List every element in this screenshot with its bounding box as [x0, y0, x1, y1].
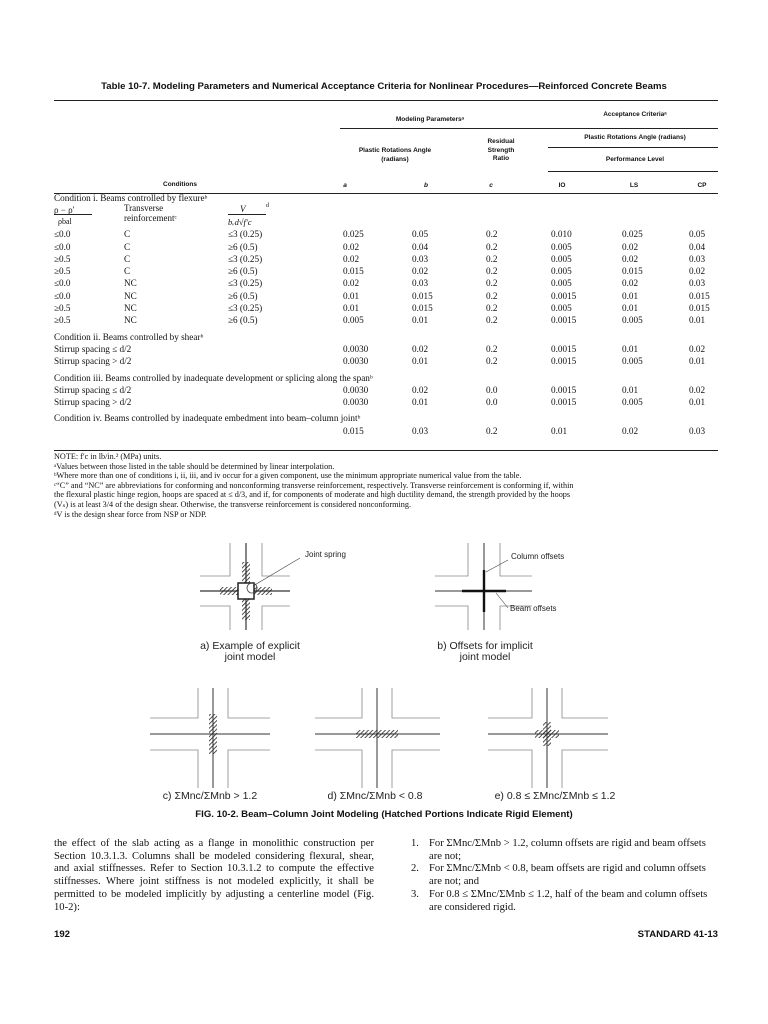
header-c: c: [489, 182, 493, 189]
condition-i-subheader: [54, 204, 718, 228]
header-acceptance-criteria: Acceptance Criteriaᵃ: [603, 111, 667, 118]
list-item-text: For ΣMnc/ΣMnb > 1.2, column offsets are rigid and beam offsets are not;: [429, 838, 706, 862]
list-item: [411, 863, 719, 888]
condition-i-row: [54, 314, 718, 326]
beam-offsets-annotation: Beam offsets: [510, 604, 557, 613]
table-cell: ≥0.5: [54, 253, 71, 264]
table-top-rule: [54, 100, 718, 101]
table-cell: 0.2: [486, 303, 498, 314]
condition-ii-row: [54, 355, 718, 367]
table-cell: 0.05: [412, 229, 429, 240]
table-note: ᵃValues between those listed in the table should be determined by linear interpolation.: [54, 461, 335, 471]
table-cell: 0.0015: [551, 315, 577, 326]
table-cell: 0.01: [412, 397, 429, 408]
figure-e-drawing: [488, 688, 608, 788]
condition-iv-row: [54, 425, 718, 437]
table-cell: ≤0.0: [54, 278, 71, 289]
subheader-v: V: [240, 204, 246, 215]
condition-ii-title-row: [54, 331, 718, 343]
table-cell: 0.03: [689, 425, 706, 436]
table-cell: ≤0.0: [54, 290, 71, 301]
header-residual-strength: Residual Strength Ratio: [487, 138, 515, 162]
table-cell: 0.005: [622, 356, 643, 367]
figure-a-drawing: [200, 543, 300, 630]
table-cell: ≤0.0: [54, 241, 71, 252]
table-cell: 0.015: [622, 266, 643, 277]
table-cell: ≤3 (0.25): [228, 278, 263, 289]
table-cell: 0.03: [689, 253, 706, 264]
subheader-rho: ρ − ρ′: [54, 205, 75, 216]
table-cell: 0.02: [622, 278, 639, 289]
table-cell: 0.04: [412, 241, 429, 252]
subheader-transverse: Transverse reinforcementᶜ: [124, 203, 177, 223]
table-cell: ≥6 (0.5): [228, 241, 258, 252]
condition-i-row: [54, 241, 718, 253]
condition-iii-rows: [54, 384, 718, 409]
condition-i-rows: [54, 228, 718, 326]
table-cell: 0.015: [343, 425, 364, 436]
subheader-v-note: d: [266, 203, 269, 210]
table-cell: 0.015: [412, 303, 433, 314]
table-cell: ≥6 (0.5): [228, 290, 258, 301]
header-b: b: [424, 182, 428, 189]
table-cell: Stirrup spacing ≤ d/2: [54, 343, 132, 354]
table-cell: 0.005: [551, 303, 572, 314]
figure-drawings: [140, 538, 630, 808]
header-rule-3: [548, 171, 718, 172]
body-paragraph: the effect of the slab acting as a flange in monolithic construction per Section 10.3.1.3. Columns shall be modeled considering flexural, shear, and axial stiffnesses. Refer to Section 10.3.1.2 to compute the effective stiffnesses. Where joint stiffness is not modeled explicitly, it shall be permitted to be modeled implicitly by adjusting a centerline model (Fig. 10-2):: [54, 838, 374, 913]
subheader-rho-rule: [54, 214, 92, 215]
table-cell: 0.03: [689, 278, 706, 289]
table-cell: 0.01: [622, 303, 639, 314]
table-cell: 0.01: [343, 303, 360, 314]
table-cell: ≥6 (0.5): [228, 266, 258, 277]
list-item-number: 3.: [411, 888, 419, 900]
table-cell: 0.010: [551, 229, 572, 240]
condition-i-row: [54, 277, 718, 289]
table-cell: 0.02: [689, 343, 706, 354]
table-note: ᵈV is the design shear force from NSP or NDP.: [54, 509, 207, 519]
table-cell: 0.005: [343, 315, 364, 326]
table-cell: 0.01: [689, 397, 706, 408]
table-cell: 0.02: [622, 425, 639, 436]
table-note: ᵇWhere more than one of conditions i, ii, iii, and iv occur for a given component, use the minimum appropriate numerical value from the table.: [54, 471, 522, 481]
table-cell: 0.005: [622, 397, 643, 408]
condition-iv-rows: [54, 425, 718, 437]
figure-e-label: e) 0.8 ≤ ΣMnc/ΣMnb ≤ 1.2: [494, 790, 616, 802]
table-cell: 0.01: [689, 356, 706, 367]
list-item: [411, 838, 719, 863]
table-cell: 0.025: [622, 229, 643, 240]
table-cell: ≥6 (0.5): [228, 315, 258, 326]
list-item-text: For ΣMnc/ΣMnb < 0.8, beam offsets are rigid and column offsets are not; and: [429, 863, 706, 888]
table-cell: C: [124, 229, 131, 240]
header-io: IO: [558, 182, 566, 189]
table-cell: 0.0030: [343, 356, 369, 367]
table-body: [54, 192, 718, 437]
table-notes: [54, 452, 718, 519]
body-right-column: [411, 838, 719, 914]
list-item-number: 2.: [411, 863, 419, 875]
condition-i-row: [54, 290, 718, 302]
table-cell: C: [124, 266, 131, 277]
header-modeling-parameters: Modeling Parametersᵃ: [395, 116, 465, 123]
table-cell: 0.005: [551, 266, 572, 277]
table-cell: ≥0.5: [54, 315, 71, 326]
figure-d-drawing: [315, 688, 440, 788]
table-cell: 0.0: [486, 397, 498, 408]
table-cell: 0.03: [412, 425, 429, 436]
table-cell: 0.2: [486, 266, 498, 277]
header-a: a: [343, 182, 347, 189]
table-cell: 0.2: [486, 343, 498, 354]
table-cell: 0.0015: [551, 397, 577, 408]
table-cell: 0.01: [551, 425, 568, 436]
condition-ii-rows: [54, 343, 718, 368]
table-cell: 0.2: [486, 229, 498, 240]
table-cell: 0.0015: [551, 384, 577, 395]
header-ls: LS: [629, 182, 639, 189]
condition-iii-title-row: [54, 372, 718, 384]
condition-ii-row: [54, 343, 718, 355]
condition-i-row: [54, 302, 718, 314]
table-cell: 0.2: [486, 425, 498, 436]
condition-iv-title-row: [54, 412, 718, 424]
figure-c-label: c) ΣMnc/ΣMnb > 1.2: [162, 790, 258, 802]
table-cell: 0.01: [412, 315, 429, 326]
table-cell: NC: [124, 303, 137, 314]
table-cell: 0.2: [486, 290, 498, 301]
table-cell: NC: [124, 315, 137, 326]
table-cell: 0.01: [622, 343, 639, 354]
condition-iii-row: [54, 396, 718, 408]
subheader-v-denominator: bᵥd√f′c: [228, 217, 252, 228]
table-cell: 0.0015: [551, 343, 577, 354]
table-cell: 0.02: [622, 253, 639, 264]
condition-ii-title: Condition ii. Beams controlled by shearᵇ: [54, 331, 204, 342]
table-cell: 0.2: [486, 315, 498, 326]
page-number: 192: [54, 929, 71, 940]
header-cp: CP: [697, 182, 707, 189]
column-offsets-annotation: Column offsets: [511, 552, 565, 561]
table-cell: 0.01: [412, 356, 429, 367]
table-cell: 0.005: [622, 315, 643, 326]
figure-d-label: d) ΣMnc/ΣMnb < 0.8: [327, 790, 423, 802]
table-cell: 0.2: [486, 356, 498, 367]
table-cell: 0.0: [486, 384, 498, 395]
table-cell: 0.2: [486, 241, 498, 252]
standard-label: STANDARD 41-13: [637, 929, 718, 940]
subheader-v-rule: [228, 214, 266, 215]
figure-c-drawing: [150, 688, 270, 788]
table-cell: 0.005: [551, 241, 572, 252]
table-cell: 0.015: [343, 266, 364, 277]
table-bottom-rule: [54, 450, 718, 451]
table-cell: ≥0.5: [54, 303, 71, 314]
header-rule-1: [340, 128, 718, 129]
table-cell: 0.0030: [343, 343, 369, 354]
table-cell: ≤3 (0.25): [228, 253, 263, 264]
table-cell: 0.005: [551, 278, 572, 289]
table-cell: 0.02: [412, 384, 429, 395]
table-cell: 0.02: [343, 241, 360, 252]
table-cell: C: [124, 253, 131, 264]
condition-iii-title: Condition iii. Beams controlled by inadequate development or splicing along the spanᵇ: [54, 372, 373, 383]
list-item: [411, 889, 719, 914]
table-cell: 0.005: [551, 253, 572, 264]
table-cell: 0.03: [412, 278, 429, 289]
header-plastic-rotations: Plastic Rotations Angle (radians): [358, 147, 432, 163]
table-cell: 0.02: [343, 253, 360, 264]
figure-b-label: b) Offsets for implicit joint model: [437, 640, 533, 663]
table-cell: NC: [124, 290, 137, 301]
figure-a-label: a) Example of explicit joint model: [200, 640, 300, 663]
table-cell: ≤0.0: [54, 229, 71, 240]
table-cell: 0.02: [689, 384, 706, 395]
table-cell: 0.04: [689, 241, 706, 252]
header-performance-level: Performance Level: [605, 156, 665, 163]
table-cell: Stirrup spacing > d/2: [54, 356, 132, 367]
condition-i-row: [54, 228, 718, 240]
body-left-column: [54, 838, 374, 914]
condition-i-title: Condition i. Beams controlled by flexureᵇ: [54, 193, 208, 203]
figure-joint-modeling: [140, 538, 630, 813]
table-cell: 0.0030: [343, 397, 369, 408]
table-cell: 0.01: [343, 290, 360, 301]
table-cell: 0.02: [412, 343, 429, 354]
table-cell: ≥0.5: [54, 266, 71, 277]
subheader-rho-bal: ρbal: [58, 217, 72, 227]
table-cell: 0.015: [689, 290, 710, 301]
table-cell: 0.02: [343, 278, 360, 289]
table-cell: 0.02: [622, 241, 639, 252]
table-cell: 0.0030: [343, 384, 369, 395]
table-cell: Stirrup spacing ≤ d/2: [54, 384, 132, 395]
table-cell: 0.0015: [551, 356, 577, 367]
table-cell: 0.0015: [551, 290, 577, 301]
condition-i-row: [54, 253, 718, 265]
table-cell: 0.03: [412, 253, 429, 264]
joint-spring-annotation: Joint spring: [305, 550, 346, 559]
table-cell: 0.025: [343, 229, 364, 240]
table-cell: 0.02: [689, 266, 706, 277]
table-title: Table 10-7. Modeling Parameters and Numerical Acceptance Criteria for Nonlinear Procedures—Reinforced Concrete Beams: [101, 81, 667, 92]
table-note: (Vₛ) is at least 3/4 of the design shear. Otherwise, the transverse reinforcement is considered nonconforming.: [54, 499, 411, 509]
table-cell: 0.02: [412, 266, 429, 277]
table-cell: 0.01: [622, 290, 639, 301]
table-cell: 0.2: [486, 278, 498, 289]
table-cell: Stirrup spacing > d/2: [54, 397, 132, 408]
table-cell: 0.015: [689, 303, 710, 314]
table-cell: ≤3 (0.25): [228, 229, 263, 240]
table-note: ᶜ“C” and “NC” are abbreviations for conforming and nonconforming transverse reinforcement, respectively. Transverse reinforcement is conforming if, within: [54, 480, 574, 490]
table-cell: 0.2: [486, 253, 498, 264]
table-cell: ≤3 (0.25): [228, 303, 263, 314]
condition-iii-row: [54, 384, 718, 396]
header-conditions: Conditions: [163, 181, 197, 188]
figure-caption: FIG. 10-2. Beam–Column Joint Modeling (Hatched Portions Indicate Rigid Element): [195, 809, 573, 820]
table-cell: C: [124, 241, 131, 252]
condition-iv-title: Condition iv. Beams controlled by inadequate embedment into beam–column jointᵇ: [54, 413, 361, 424]
table-cell: NC: [124, 278, 137, 289]
list-item-number: 1.: [411, 838, 419, 849]
list-item-text: For 0.8 ≤ ΣMnc/ΣMnb ≤ 1.2, half of the beam and column offsets are considered rigid.: [429, 888, 708, 913]
header-rule-2: [548, 147, 718, 148]
table-cell: 0.01: [689, 315, 706, 326]
table-note: NOTE: f′c in lb/in.² (MPa) units.: [54, 452, 162, 461]
table-cell: 0.05: [689, 229, 706, 240]
header-plastic-rotations-acceptance: Plastic Rotations Angle (radians): [584, 134, 686, 141]
table-note: the flexural plastic hinge region, hoops are spaced at ≤ d/3, and if, for components of moderate and high ductility demand, the strength provided by the hoops: [54, 490, 571, 500]
table-cell: 0.015: [412, 290, 433, 301]
table-cell: 0.01: [622, 384, 639, 395]
condition-i-row: [54, 265, 718, 277]
